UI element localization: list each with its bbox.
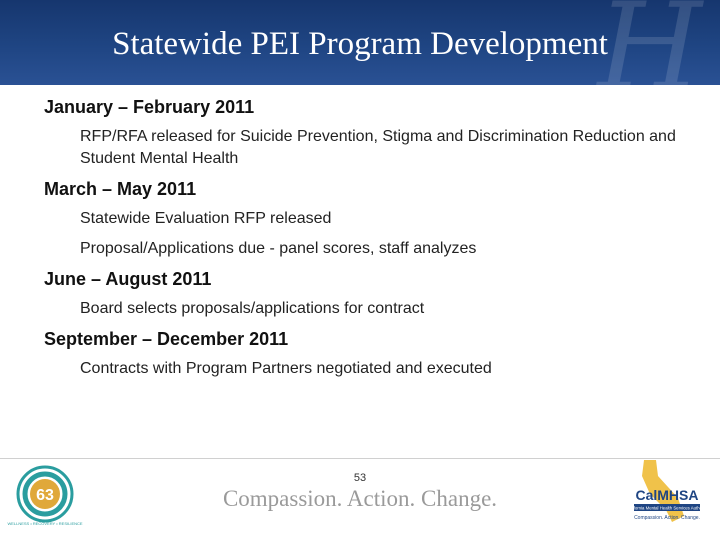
section-heading: March – May 2011 [44,179,197,199]
section-item: Proposal/Applications due - panel scores, staff analyzes [80,240,477,257]
svg-text:Compassion. Action. Change.: Compassion. Action. Change. [634,515,700,521]
timeline-section [44,96,684,170]
section-item: RFP/RFA released for Suicide Prevention, Stigma and Discrimination Reduction and Student Mental Health [80,128,676,167]
section-heading: June – August 2011 [44,269,212,289]
svg-text:63: 63 [36,487,54,504]
calmhsa-logo [626,458,708,528]
timeline-section [44,178,684,260]
timeline-section [44,328,684,380]
section-item: Board selects proposals/applications for contract [80,300,425,317]
section-heading: January – February 2011 [44,97,255,117]
slide-content [44,96,684,388]
page-number: 53 [353,472,367,484]
section-heading: September – December 2011 [44,329,289,349]
section-item: Contracts with Program Partners negotiated and executed [80,360,492,377]
svg-text:CalMHSA: CalMHSA [635,487,699,503]
footer-divider [0,458,720,459]
timeline-section [44,268,684,320]
svg-text:California Mental Health Servi: California Mental Health Services Authority [626,505,708,511]
mhsa-63-logo [7,465,83,527]
section-item: Statewide Evaluation RFP released [80,210,332,227]
header-watermark-logo: H [597,0,702,117]
footer-tagline: Compassion. Action. Change. [222,486,498,511]
svg-text:WELLNESS • RECOVERY • RESILIEN: WELLNESS • RECOVERY • RESILIENCE [7,521,83,526]
slide-title: Statewide PEI Program Development [112,26,608,62]
